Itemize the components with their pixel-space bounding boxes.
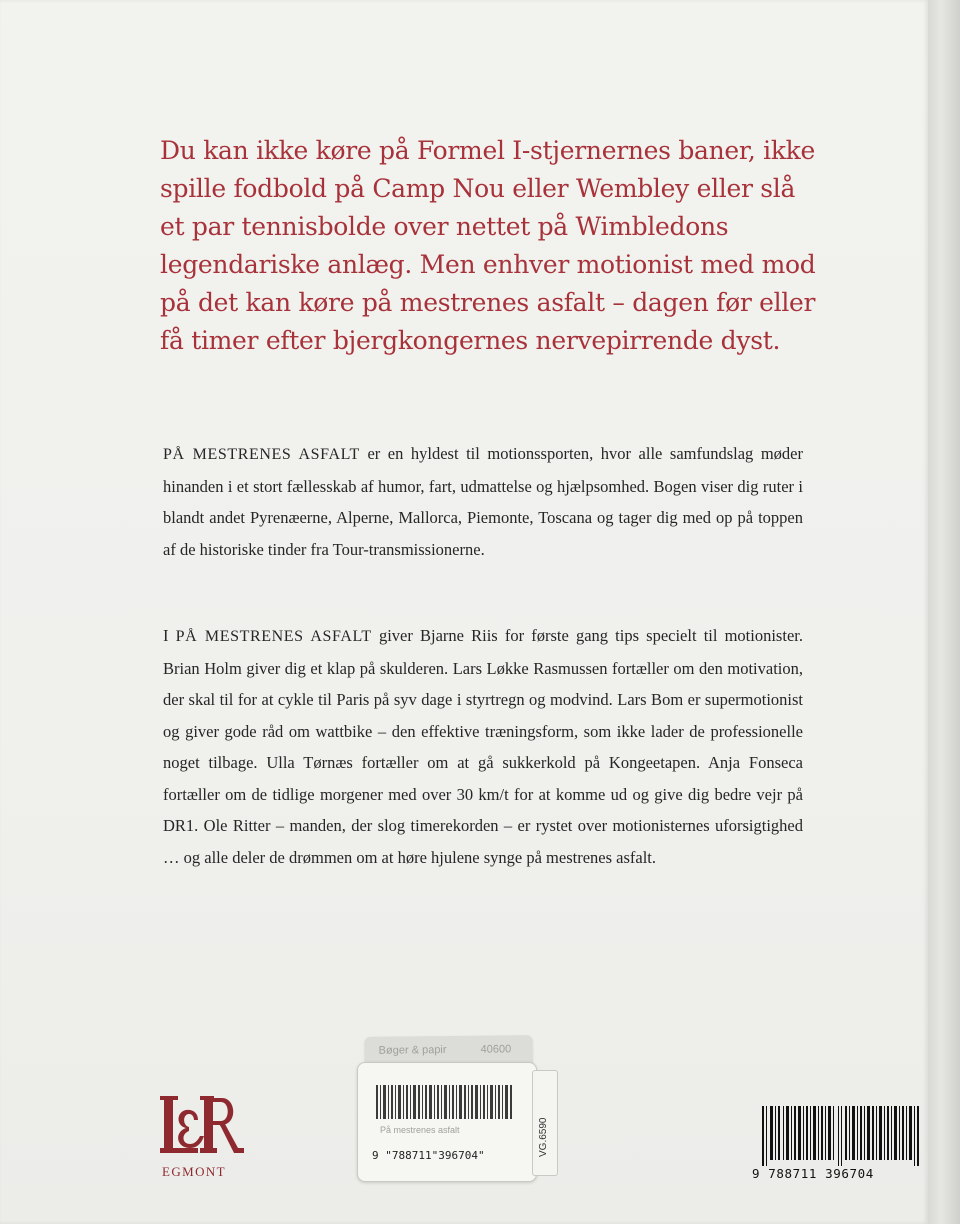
- sticker-title-line: På mestrenes asfalt: [380, 1125, 460, 1135]
- library-code-label: [532, 1070, 558, 1176]
- paragraph-2-text: giver Bjarne Riis for første gang tips specielt til motionister. Brian Holm giver dig et klap på skulderen. Lars Løkke Rasmussen fortæller om den motivation, der skal til for at cykle til Paris på syv dage i styrtregn og modvind. Lars Bom er supermotionist og giver gode råd om wattbike – den effektive træningsform, som ikke lader de professionelle noget tilbage. Ulla Tørnæs fortæller om at gå sukkerkold på Kongeetapen. Anja Fonseca fortæller om de tidlige morgener med over 30 km/t for at komme ud og give dig bedre vejr på DR1. Ole Ritter – manden, der slog timerekorden – er rystet over motionisternes uforsigtighed … og alle deler de drømmen om at høre hjulene synge på mestrenes asfalt.: [163, 626, 803, 867]
- paragraph-1-text: er en hyldest til motionssporten, hvor alle samfundslag møder hinanden i et stort fællesskab af humor, fart, udmattelse og hjælpsomhed. Bogen viser dig ruter i blandt andet Pyrenæerne, Alperne, Mallorca, Piemonte, Toscana og tager dig med op på toppen af de historiske tinder fra Tour-transmissionerne.: [163, 444, 803, 559]
- barcode-sticker: [357, 1062, 537, 1182]
- book-spine-edge: [928, 0, 960, 1224]
- book-title-caps: PÅ MESTRENES ASFALT: [163, 446, 360, 463]
- description-paragraph-1: [163, 438, 803, 565]
- isbn-barcode-icon: [762, 1106, 920, 1166]
- lr-monogram-icon: [158, 1092, 248, 1158]
- publisher-logo: [158, 1092, 248, 1188]
- library-code-text: VG.6590: [538, 1117, 549, 1157]
- description-paragraph-2: [163, 620, 803, 873]
- sticker-store-name: Bøger & papir: [378, 1044, 447, 1057]
- publisher-name: EGMONT: [162, 1164, 227, 1179]
- sticker-price: 40600: [480, 1043, 512, 1056]
- intro-blurb: Du kan ikke køre på Formel I-stjernernes baner, ikke spille fodbold på Camp Nou eller Wembley eller slå et par tennisbolde over nettet på Wimbledons legendariske anlæg. Men enhver motionist med mod på det kan køre på mestrenes asfalt – dagen før eller få timer efter bjergkongernes nervepirrende dyst.: [160, 136, 816, 355]
- isbn-number: 9 788711 396704: [752, 1166, 874, 1181]
- book-title-caps: PÅ MESTRENES ASFALT: [175, 628, 372, 645]
- sticker-barcode-number: 9 "788711"396704": [372, 1149, 485, 1162]
- paragraph-2-prefix: I: [163, 626, 176, 645]
